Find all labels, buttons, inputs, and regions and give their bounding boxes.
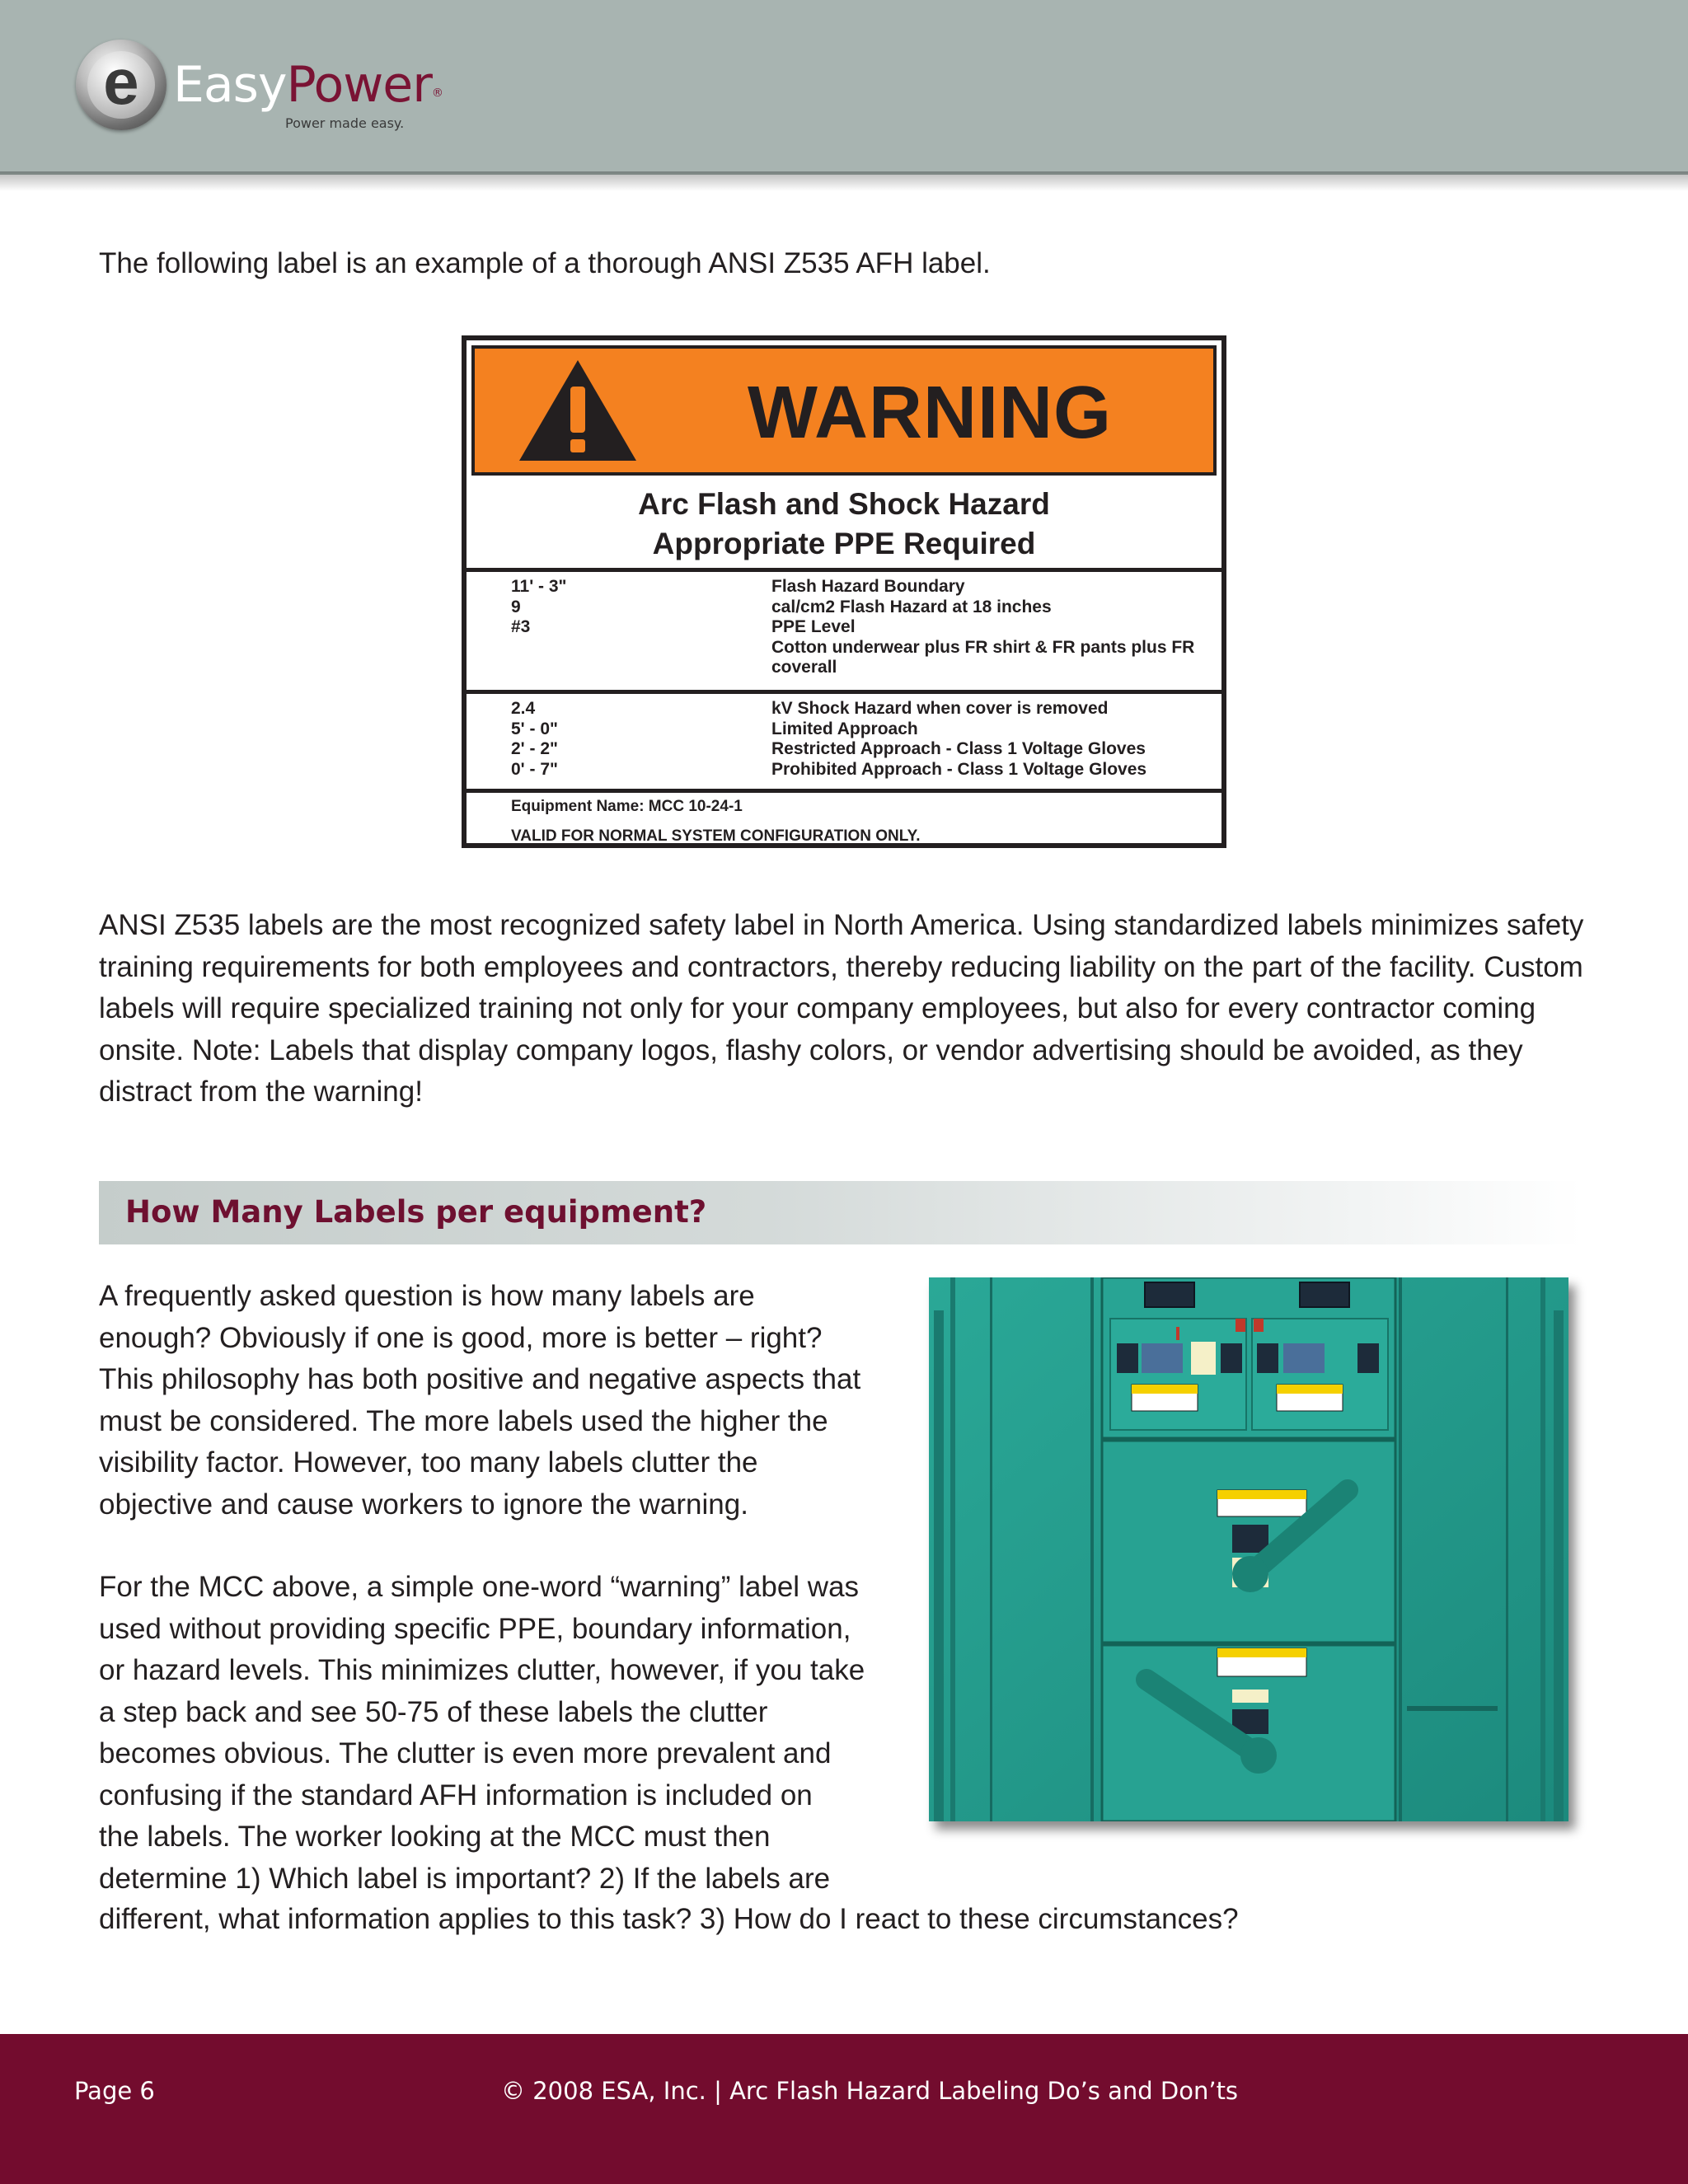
shock-value: 2' - 2" (511, 739, 558, 759)
equipment-name: Equipment Name: MCC 10-24-1 (511, 798, 743, 815)
flash-hazard-section (467, 568, 1221, 690)
shock-values (511, 699, 558, 780)
signal-word: WARNING (748, 372, 1112, 454)
logo-power: Power (286, 56, 432, 114)
equipment-section (467, 789, 1221, 843)
logo-easy: Easy (173, 56, 287, 114)
flash-boundary-value: 11' - 3" (511, 577, 567, 596)
flash-desc: cal/cm2 Flash Hazard at 18 inches (771, 597, 1052, 616)
text-line: the labels. The worker looking at the MCC must then (99, 1821, 771, 1853)
labels-question-paragraph (99, 1276, 860, 1526)
text-line: determine 1) Which label is important? 2) If the labels are (99, 1862, 831, 1895)
intro-paragraph: The following label is an example of a thorough ANSI Z535 AFH label. (99, 247, 991, 279)
text-line: enough? Obviously if one is good, more is better – right? (99, 1321, 823, 1354)
logo-wordmark (173, 58, 443, 112)
logo-tagline: Power made easy. (285, 115, 405, 131)
section-heading: How Many Labels per equipment? (125, 1194, 707, 1230)
shock-desc: Restricted Approach - Class 1 Voltage Gloves (771, 739, 1146, 759)
text-line: or hazard levels. This minimizes clutter, however, if you take (99, 1654, 865, 1686)
ansi-paragraph: ANSI Z535 labels are the most recognized safety label in North America. Using standardized labels minimizes safety training requirements for both employees and contractors, thereby reducing liability on the part of the facility. Custom labels will require specialized training not only for your company employees, but also for every contractor coming onsite. Note: Labels that display company logos, flashy colors, or vendor advertising should be avoided, as they distract from the warning! (99, 909, 1584, 1108)
hazard-statement (467, 485, 1221, 564)
text-line: visibility factor. However, too many labels clutter the (99, 1446, 758, 1479)
mcc-paragraph-last-line: different, what information applies to this task? 3) How do I react to these circumstances? (99, 1903, 1239, 1935)
text-line: a step back and see 50-75 of these labels the clutter (99, 1695, 768, 1728)
mcc-paragraph (99, 1567, 865, 1900)
warning-header (471, 345, 1217, 476)
shock-desc: Prohibited Approach - Class 1 Voltage Gloves (771, 759, 1147, 779)
text-line: This philosophy has both positive and negative aspects that (99, 1363, 861, 1395)
hazard-line-2: Appropriate PPE Required (652, 527, 1036, 560)
text-line: For the MCC above, a simple one-word “warning” label was (99, 1571, 860, 1603)
flash-desc: Cotton underwear plus FR shirt & FR pants plus FR (771, 637, 1195, 657)
flash-desc: PPE Level (771, 617, 856, 637)
page-header (0, 0, 1688, 175)
page-footer (0, 2034, 1688, 2184)
logo-mark-icon (76, 40, 166, 130)
text-line: must be considered. The more labels used the higher the (99, 1404, 828, 1437)
easypower-logo (76, 40, 471, 138)
text-line: A frequently asked question is how many labels are (99, 1280, 755, 1312)
flash-values (511, 577, 567, 638)
copyright-line: © 2008 ESA, Inc. | Arc Flash Hazard Labeling Do’s and Don’ts (501, 2077, 1239, 2105)
shock-desc: kV Shock Hazard when cover is removed (771, 699, 1109, 718)
header-shadow (0, 171, 1688, 191)
ansi-warning-label (462, 335, 1226, 848)
shock-hazard-section (467, 690, 1221, 789)
logo-e-glyph: e (103, 45, 139, 118)
text-line: confusing if the standard AFH information is included on (99, 1779, 813, 1811)
text-line: objective and cause workers to ignore the warning. (99, 1488, 748, 1521)
logo-registered-mark: ® (431, 87, 443, 100)
hazard-line-1: Arc Flash and Shock Hazard (638, 487, 1050, 521)
page-number: Page 6 (74, 2077, 155, 2105)
mcc-illustration (929, 1277, 1568, 1821)
mcc-photo (929, 1277, 1568, 1821)
text-line: becomes obvious. The clutter is even more prevalent and (99, 1737, 832, 1769)
shock-value: 2.4 (511, 699, 536, 718)
shock-descriptions (771, 699, 1146, 780)
flash-descriptions (771, 577, 1194, 678)
shock-value: 5' - 0" (511, 719, 558, 738)
shock-desc: Limited Approach (771, 719, 918, 738)
ppe-level-value: #3 (511, 617, 531, 637)
flash-desc: Flash Hazard Boundary (771, 577, 965, 596)
validity-note: VALID FOR NORMAL SYSTEM CONFIGURATION ONLY. (511, 827, 921, 845)
section-heading-bar (99, 1181, 1582, 1244)
shock-value: 0' - 7" (511, 759, 558, 779)
text-line: used without providing specific PPE, boundary information, (99, 1612, 851, 1645)
incident-energy-value: 9 (511, 597, 521, 616)
flash-desc: coverall (771, 658, 837, 677)
